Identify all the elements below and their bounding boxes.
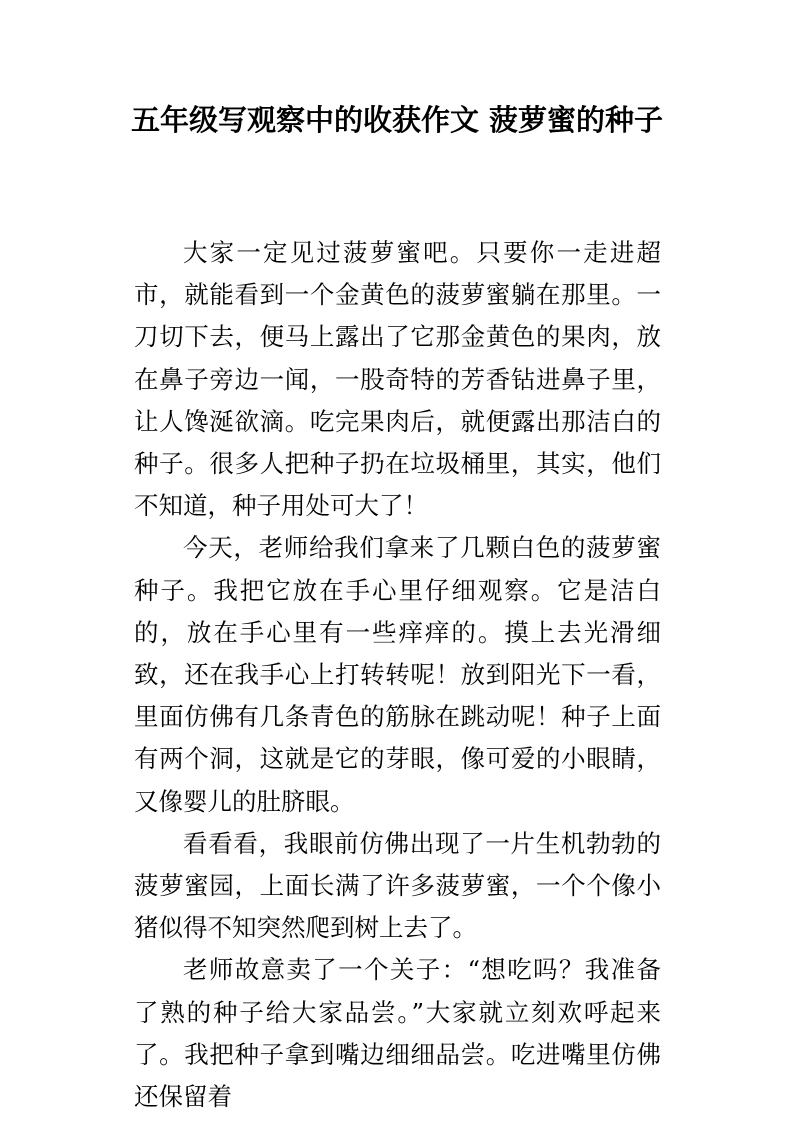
document-body [134,232,661,1118]
paragraph: 大家一定见过菠萝蜜吧。只要你一走进超市，就能看到一个金黄色的菠萝蜜躺在那里。一刀切下去，便马上露出了它那金黄色的果肉，放在鼻子旁边一闻，一股奇特的芳香钻进鼻子里，让人馋涎欲滴。吃完果肉后，就便露出那洁白的种子。很多人把种子扔在垃圾桶里，其实，他们不知道，种子用处可大了！ [134,238,661,521]
paragraph: 老师故意卖了一个关子：“想吃吗？我准备了熟的种子给大家品尝。”大家就立刻欢呼起来了。我把种子拿到嘴边细细品尝。吃进嘴里仿佛还保留着 [134,955,661,1112]
paragraph: 今天，老师给我们拿来了几颗白色的菠萝蜜种子。我把它放在手心里仔细观察。它是洁白的，放在手心里有一些痒痒的。摸上去光滑细致，还在我手心上打转转呢！放到阳光下一看，里面仿佛有几条青色的筋脉在跳动呢！种子上面有两个洞，这就是它的芽眼，像可爱的小眼睛，又像婴儿的肚脐眼。 [134,533,661,816]
paragraph: 看看看，我眼前仿佛出现了一片生机勃勃的菠萝蜜园，上面长满了许多菠萝蜜，一个个像小猪似得不知突然爬到树上去了。 [134,828,661,943]
document-title: 五年级写观察中的收获作文 菠萝蜜的种子 [130,103,664,137]
